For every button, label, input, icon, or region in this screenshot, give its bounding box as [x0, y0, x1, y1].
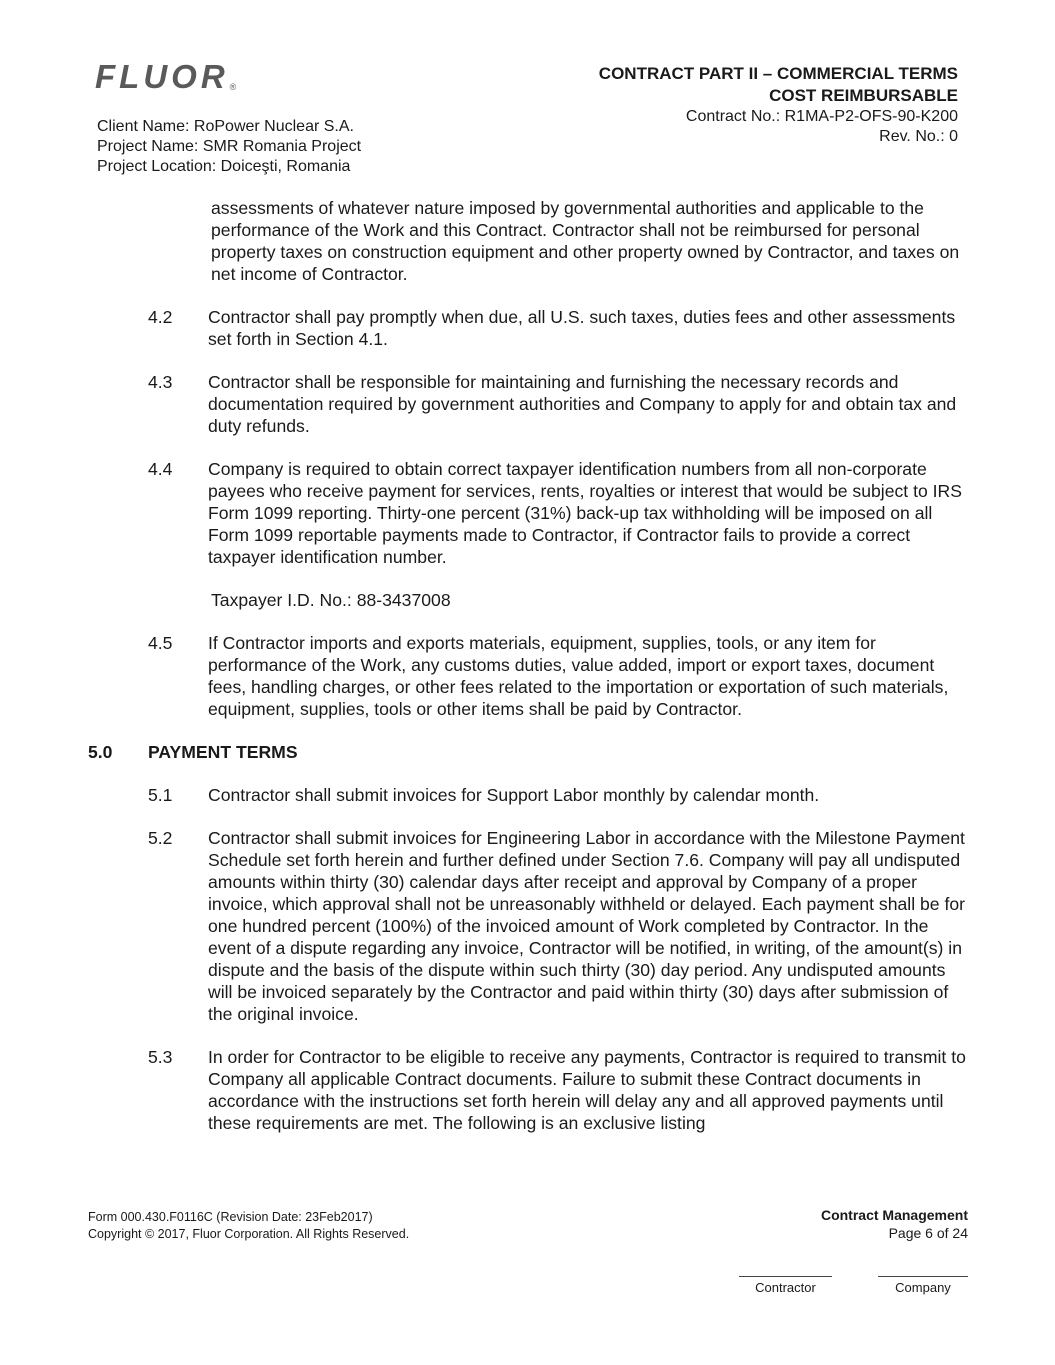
- clause-text: Company is required to obtain correct taxpayer identification numbers from all non-corporate payees who receive payment for services, rents, royalties or interest that would be subject to IRS Form 1099 reporting. Thirty-one percent (31%) back-up tax withholding will be imposed on all Form 1099 reportable payments made to Contractor, if Contractor fails to provide a correct taxpayer identification number.: [208, 459, 962, 567]
- clause-5-2: [88, 827, 968, 1025]
- contract-number: Contract No.: R1MA-P2-OFS-90-K200: [685, 108, 958, 125]
- document-body: [88, 197, 968, 1155]
- clause-number: 4.4: [148, 459, 173, 479]
- project-name: Project Name: SMR Romania Project: [97, 138, 362, 155]
- clause-number: 4.5: [148, 633, 173, 653]
- form-number: Form 000.430.F0116C (Revision Date: 23Feb2017): [88, 1210, 373, 1224]
- intro-paragraph: assessments of whatever nature imposed by governmental authorities and applicable to the performance of the Work and this Contract. Contractor shall not be reimbursed for personal property taxes on construction equipment and other property owned by Contractor, and taxes on net income of Contractor.: [211, 198, 960, 284]
- clause-4-5: [88, 632, 968, 720]
- clause-text: Contractor shall submit invoices for Engineering Labor in accordance with the Milestone Payment Schedule set forth herein and further defined under Section 7.6. Company will pay all undisputed amounts within thirty (30) calendar days after receipt and approval by Company of a proper invoice, which approval shall not be unreasonably withheld or delayed. Each payment shall be for one hundred percent (100%) of the invoiced amount of Work completed by Contractor. In the event of a dispute regarding any invoice, Contractor will be notified, in writing, of the amount(s) in dispute and the basis of the dispute within such thirty (30) day period. Any undisputed amounts will be invoiced separately by the Contractor and paid within thirty (30) days after submission of the original invoice.: [208, 828, 965, 1024]
- footer-form-info: [88, 1209, 409, 1243]
- revision-number: Rev. No.: 0: [879, 128, 958, 145]
- project-location: Project Location: Doiceşti, Romania: [97, 158, 351, 175]
- contract-header: [599, 63, 958, 147]
- registered-mark: ®: [229, 82, 237, 92]
- client-name: Client Name: RoPower Nuclear S.A.: [97, 118, 354, 135]
- taxpayer-id: Taxpayer I.D. No.: 88-3437008: [211, 590, 451, 610]
- contractor-initial-line: Contractor: [739, 1276, 832, 1295]
- section-heading-payment-terms: [88, 741, 968, 763]
- department: Contract Management: [820, 1207, 968, 1223]
- page-number: Page 6 of 24: [888, 1225, 968, 1241]
- footer-page-info: [821, 1206, 968, 1242]
- clause-text: If Contractor imports and exports materials, equipment, supplies, tools, or any item for performance of the Work, any customs duties, value added, import or export taxes, document fees, handling charges, or other fees related to the importation or exportation of such materials, equipment, supplies, tools or other items shall be paid by Contractor.: [208, 633, 949, 719]
- clause-text: Contractor shall pay promptly when due, all U.S. such taxes, duties fees and other assessments set forth in Section 4.1.: [208, 307, 956, 349]
- client-info: [97, 117, 361, 177]
- clause-number: 4.2: [148, 307, 173, 327]
- section-number: 5.0: [88, 742, 113, 762]
- section-title: PAYMENT TERMS: [148, 742, 298, 762]
- clause-number: 5.3: [148, 1047, 173, 1067]
- fluor-logo: [95, 58, 236, 96]
- clause-4-4: [88, 458, 968, 568]
- contract-title-line2: COST REIMBURSABLE: [769, 86, 958, 105]
- logo-text: FLUOR: [95, 58, 229, 95]
- clause-text: Contractor shall submit invoices for Support Labor monthly by calendar month.: [208, 785, 820, 805]
- company-initial-line: Company: [878, 1276, 968, 1295]
- clause-5-3: [88, 1046, 968, 1134]
- clause-number: 5.1: [148, 785, 173, 805]
- copyright: Copyright © 2017, Fluor Corporation. All Rights Reserved.: [88, 1227, 410, 1241]
- clause-text: Contractor shall be responsible for maintaining and furnishing the necessary records and documentation required by government authorities and Company to apply for and obtain tax and duty refunds.: [208, 372, 957, 436]
- clause-4-2: [88, 306, 968, 350]
- contract-title-line1: CONTRACT PART II – COMMERCIAL TERMS: [598, 64, 958, 83]
- clause-4-3: [88, 371, 968, 437]
- clause-number: 4.3: [148, 372, 173, 392]
- clause-number: 5.2: [148, 828, 173, 848]
- clause-text: In order for Contractor to be eligible to receive any payments, Contractor is required to transmit to Company all applicable Contract documents. Failure to submit these Contract documents in accordance with the instructions set forth herein will delay any and all approved payments until these requirements are met. The following is an exclusive listing: [208, 1047, 966, 1133]
- clause-5-1: [88, 784, 968, 806]
